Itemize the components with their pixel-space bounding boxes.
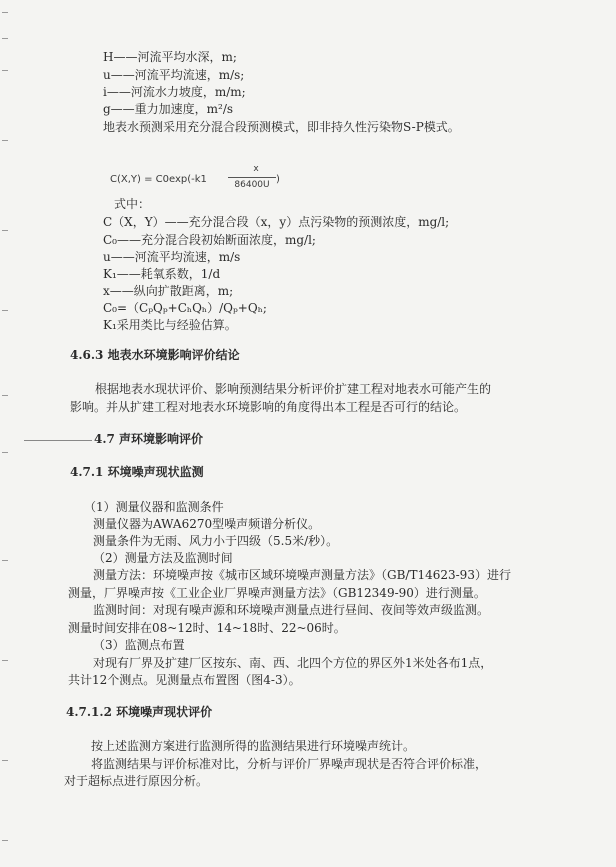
edge-mark [2,452,8,453]
definition-line: i——河流水力坡度，m/m; [103,85,246,99]
formula-numerator: x [253,164,259,174]
paragraph-line: 测量条件为无雨、风力小于四级（5.5米/秒）。 [93,534,339,548]
definition-line: K₁采用类比与经验估算。 [103,318,237,332]
edge-mark [2,38,8,39]
edge-mark [2,840,8,841]
edge-mark [2,230,8,231]
model-intro: 地表水预测采用充分混合段预测模式，即非持久性污染物S-P模式。 [103,120,460,134]
definition-line: C₀——充分混合段初始断面浓度，mg/l; [103,233,316,247]
definition-line: K₁——耗氧系数，1/d [103,267,221,281]
binding-edge [0,0,10,867]
list-heading: （1）测量仪器和监测条件 [84,500,224,514]
paragraph-line: 监测时间：对现有噪声源和环境噪声测量点进行昼间、夜间等效声级监测。 [93,603,490,617]
edge-mark [2,12,8,13]
heading-rule [24,440,92,441]
paragraph-line: 测量，厂界噪声按《工业企业厂界噪声测量方法》（GB12349-90）进行测量。 [68,586,486,600]
section-heading: 4.6.3 地表水环境影响评价结论 [70,348,240,362]
definition-line: x——纵向扩散距离，m; [103,284,234,298]
paragraph-line: 测量方法：环境噪声按《城市区域环境噪声测量方法》（GB/T14623-93）进行 [93,568,511,582]
paragraph-line: 对现有厂界及扩建厂区按东、南、西、北四个方位的界区外1米处各布1点， [93,656,493,670]
definition-line: u——河流平均流速，m/s; [103,68,245,82]
formula-lhs: C(X,Y) = C0exp(-k1 [110,174,207,185]
list-heading: （3）监测点布置 [93,638,185,652]
fraction-bar [228,177,276,178]
edge-mark [2,70,8,71]
paragraph-line: 影响。并从扩建工程对地表水环境影响的角度得出本工程是否可行的结论。 [70,400,467,414]
edge-mark [2,310,8,311]
definition-line: H——河流平均水深，m; [103,50,237,64]
edge-mark [2,140,8,141]
paragraph-line: 测量仪器为AWA6270型噪声频谱分析仪。 [93,517,321,531]
paragraph-line: 根据地表水现状评价、影响预测结果分析评价扩建工程对地表水可能产生的 [95,382,492,396]
section-heading: 4.7.1 环境噪声现状监测 [70,465,204,479]
formula-rparen: ) [276,174,280,185]
paragraph-line: 对于超标点进行原因分析。 [64,774,209,788]
edge-mark [2,560,8,561]
section-heading: 4.7 声环境影响评价 [94,432,204,446]
paragraph-line: 测量时间安排在08~12时、14~18时、22~06时。 [68,621,346,635]
formula-denominator: 86400U [234,180,270,190]
definition-line: u——河流平均流速，m/s [103,250,241,264]
section-heading: 4.7.1.2 环境噪声现状评价 [66,705,213,719]
definition-line: C₀=（CₚQₚ+CₕQₕ）/Qₚ+Qₕ; [103,301,267,315]
edge-mark [2,395,8,396]
paragraph-line: 将监测结果与评价标准对比，分析与评价厂界噪声现状是否符合评价标准， [91,757,488,771]
formula-where: 式中： [114,197,151,211]
edge-mark [2,660,8,661]
list-heading: （2）测量方法及监测时间 [93,551,233,565]
definition-line: C（X，Y）——充分混合段（x，y）点污染物的预测浓度，mg/l; [103,215,450,229]
definition-line: g——重力加速度，m²/s [103,102,234,116]
paragraph-line: 共计12个测点。见测量点布置图（图4-3）。 [68,673,301,687]
edge-mark [2,760,8,761]
paragraph-line: 按上述监测方案进行监测所得的监测结果进行环境噪声统计。 [91,739,416,753]
